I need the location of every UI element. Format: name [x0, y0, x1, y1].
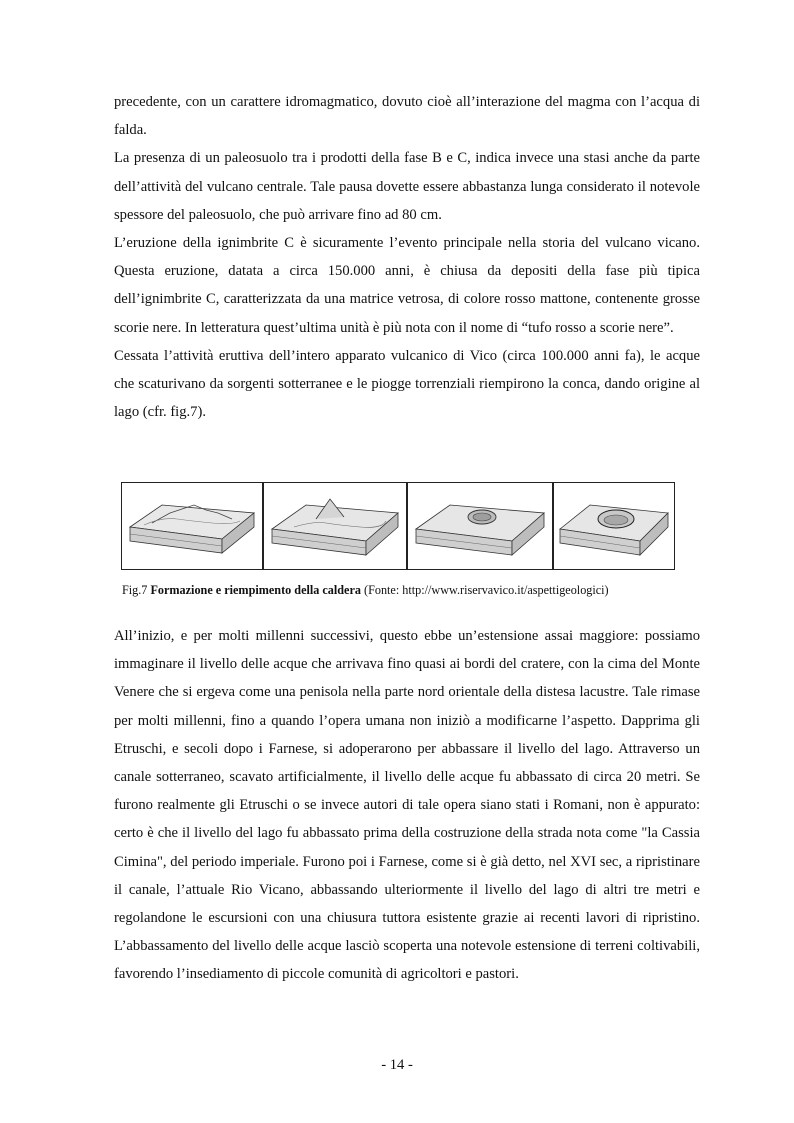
paragraph-2: La presenza di un paleosuolo tra i prodotti della fase B e C, indica invece una stasi anche da parte dell’attività del vulcano centrale. Tale pausa dovette essere abbastanza lunga considerato il notevole spessore del paleosuolo, che può arrivare fino ad 80 cm. — [114, 150, 700, 223]
figure-caldera-formation — [121, 482, 675, 570]
paragraph-5: All’inizio, e per molti millenni successivi, questo ebbe un’estensione assai maggiore: possiamo immaginare il livello delle acque che arrivava fino quasi ai bordi del cratere, con la cima del Monte Venere che si ergeva come una penisola nella parte nord orientale della distesa lacustre. Tale rimase per molti millenni, fino a quando l’opera umana non iniziò a modificarne l’aspetto. Dapprima gli Etruschi, e secoli dopo i Farnese, si adoperarono per abbassare il livello del lago. Attraverso un canale sotterraneo, scavato artificialmente, il livello delle acque fu abbassato di circa 20 metri. Se furono realmente gli Etruschi o se invece autori di tale opera siano stati i Romani, non è appurato: certo è che il livello del lago fu abbassato prima della costruzione della strada nota come "la Cassia Cimina", del periodo imperiale. Furono poi i Farnese, come si è già detto, nel XVI sec, a ripristinare il canale, l’attuale Rio Vicano, abbassando ulteriormente il livello del lago di altri tre metri e regolandone le escursioni con una chiusura tuttora esistente grazie ai recenti lavori di ripristino. L’abbassamento del livello delle acque lasciò scoperta una notevole estensione di terreni coltivabili, favorendo l’insediamento di piccole comunità di agricoltori e pastori. — [114, 628, 700, 983]
block-diagram-3 — [408, 483, 552, 569]
body-text-top — [114, 88, 700, 426]
paragraph-1: precedente, con un carattere idromagmatico, dovuto cioè all’interazione del magma con l’acqua di falda. — [114, 94, 700, 139]
paragraph-4: Cessata l’attività eruttiva dell’intero apparato vulcanico di Vico (circa 100.000 anni fa), le acque che scaturivano da sorgenti sotterranee e le piogge torrenziali riempirono la conca, dando origine al lago (cfr. fig.7). — [114, 347, 700, 421]
paragraph-3: L’eruzione della ignimbrite C è sicuramente l’evento principale nella storia del vulcano vicano. Questa eruzione, datata a circa 150.000 anni, è chiusa da depositi della fase più tipica dell’ignimbrite C, caratterizzata da una matrice vetrosa, di colore rosso mattone, contenente grosse scorie nere. In letteratura quest’ultima unità è più nota con il nome di “tufo rosso a scorie nere”. — [114, 235, 700, 336]
figure-panel-2 — [263, 482, 407, 570]
block-diagram-2 — [264, 483, 406, 569]
figure-caption — [122, 582, 609, 598]
figure-panel-4 — [553, 482, 675, 570]
figure-panel-3 — [407, 482, 553, 570]
block-diagram-4 — [554, 483, 674, 569]
caption-title: Formazione e riempimento della caldera — [150, 583, 361, 597]
caption-prefix: Fig.7 — [122, 583, 151, 597]
caption-source: (Fonte: http://www.riservavico.it/aspettigeologici) — [360, 583, 609, 597]
page-number: - 14 - — [381, 1057, 413, 1073]
figure-panel-1 — [121, 482, 263, 570]
block-diagram-1 — [122, 483, 262, 569]
body-text-bottom — [114, 622, 700, 989]
